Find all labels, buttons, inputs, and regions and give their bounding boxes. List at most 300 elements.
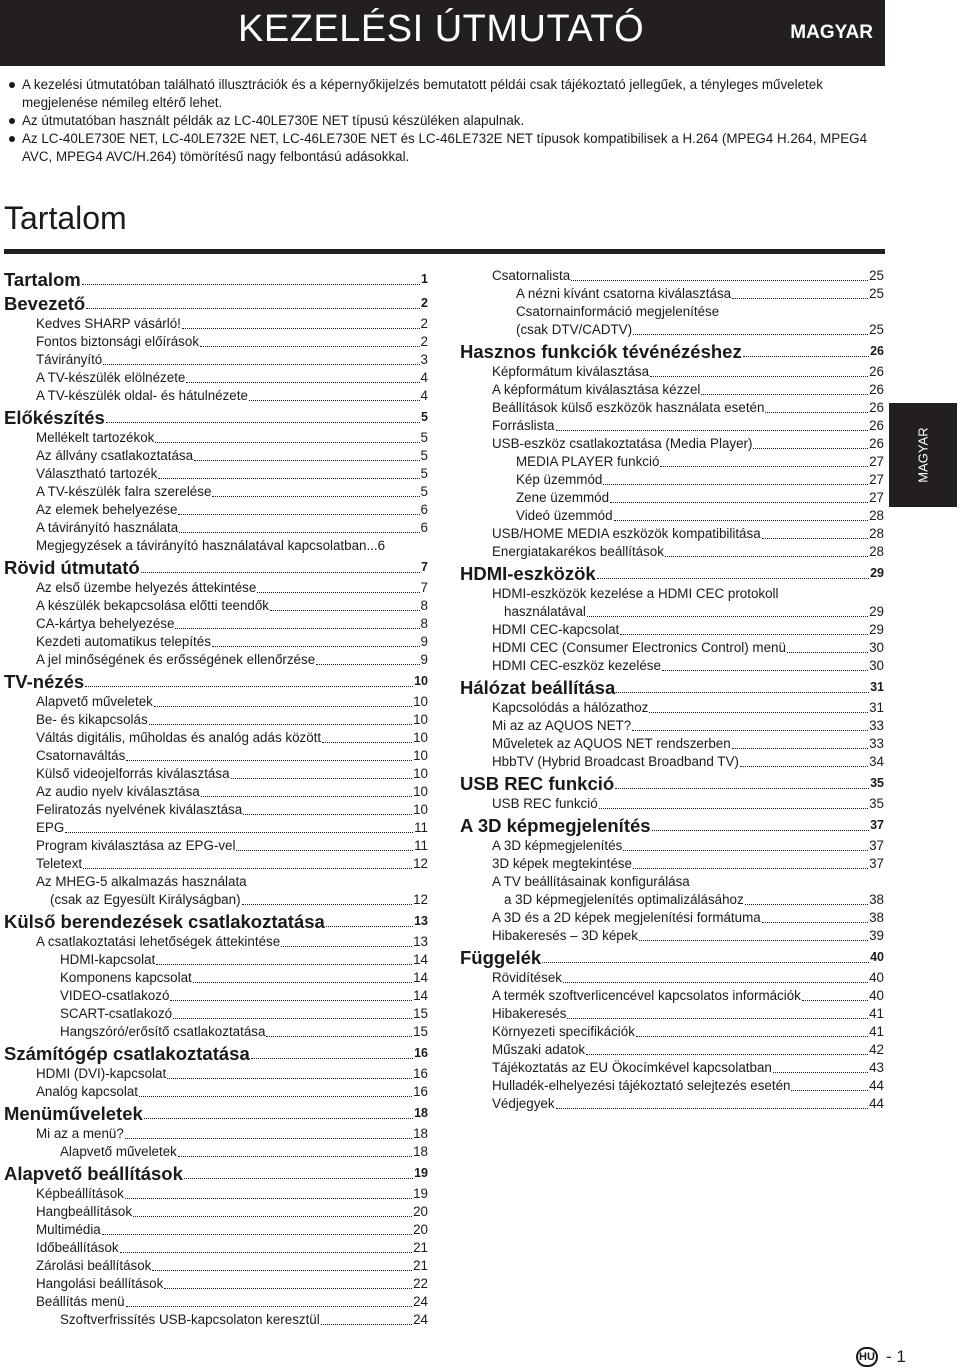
toc-entry-title: Hulladék-elhelyezési tájékoztató selejtezés esetén [492, 1078, 791, 1093]
toc-page-number: 10 [413, 748, 428, 763]
toc-leader-dots [83, 868, 412, 869]
toc-page-number: 25 [869, 286, 884, 301]
toc-entry [4, 1065, 428, 1083]
toc-entry-title: Műveletek az AQUOS NET rendszerben [492, 736, 731, 751]
toc-entry [460, 891, 884, 909]
toc-entry-title: Mi az az AQUOS NET? [492, 718, 632, 733]
toc-leader-dots [542, 962, 869, 963]
toc-page-number: 26 [870, 344, 884, 358]
toc-entry [4, 597, 428, 615]
toc-entry [460, 699, 884, 717]
toc-page-number: 7 [421, 560, 428, 574]
toc-entry [4, 537, 428, 555]
toc-page-number: 10 [413, 784, 428, 799]
toc-entry-title: A 3D és a 2D képek megjelenítési formátuma [492, 910, 761, 925]
toc-leader-dots [620, 634, 868, 635]
toc-page-number: 2 [420, 334, 428, 349]
toc-page-number: 15 [413, 1024, 428, 1039]
toc-leader-dots [103, 364, 419, 365]
toc-leader-dots [586, 1054, 868, 1055]
toc-leader-dots [753, 448, 868, 449]
toc-entry [4, 387, 428, 405]
toc-entry-title: (csak DTV/CADTV) [516, 322, 633, 337]
toc-entry-title: Hangbeállítások [36, 1204, 133, 1219]
toc-section-entry [4, 1162, 428, 1185]
toc-page-number: 11 [414, 820, 428, 835]
toc-entry-title: Az audio nyelv kiválasztása [36, 784, 200, 799]
toc-leader-dots [182, 328, 420, 329]
toc-leader-dots [732, 748, 868, 749]
toc-entry-title: HDMI (DVI)-kapcsolat [36, 1066, 167, 1081]
toc-entry-title: Védjegyek [492, 1096, 555, 1111]
toc-entry-title: USB/HOME MEDIA eszközök kompatibilitása [492, 526, 761, 541]
toc-entry [4, 711, 428, 729]
toc-leader-dots [170, 1000, 412, 1001]
toc-entry [460, 873, 884, 891]
side-tab-label: MAGYAR [915, 427, 931, 483]
toc-leader-dots [614, 520, 869, 521]
toc-entry [460, 399, 884, 417]
toc-page-number: 26 [869, 418, 884, 433]
toc-entry-title: Kapcsolódás a hálózathoz [492, 700, 649, 715]
toc-page-number: 18 [413, 1144, 428, 1159]
toc-entry-title: HDMI-kapcsolat [60, 952, 156, 967]
toc-entry [460, 969, 884, 987]
toc-entry-title: A nézni kívánt csatorna kiválasztása [516, 286, 732, 301]
toc-entry-title: Hálózat beállítása [460, 677, 616, 698]
toc-entry-title: A távirányító használata [36, 520, 179, 535]
toc-entry [460, 507, 884, 525]
toc-section-entry [460, 676, 884, 699]
toc-section-entry [460, 772, 884, 795]
toc-leader-dots [251, 1058, 413, 1059]
language-label: MAGYAR [790, 22, 873, 43]
toc-entry-title: Teletext [36, 856, 83, 871]
toc-entry-title: USB REC funkció [492, 796, 598, 811]
toc-leader-dots [125, 1198, 412, 1199]
toc-entry [460, 909, 884, 927]
toc-page-number: 29 [870, 566, 884, 580]
toc-leader-dots [212, 646, 420, 647]
toc-page-number: 4 [420, 370, 428, 385]
toc-leader-dots [636, 1036, 868, 1037]
toc-leader-dots [175, 628, 419, 629]
toc-entry [460, 381, 884, 399]
toc-entry [4, 1083, 428, 1101]
toc-leader-dots [599, 808, 868, 809]
toc-entry-title: Zárolási beállítások [36, 1258, 152, 1273]
toc-page-number: 35 [869, 796, 884, 811]
toc-page-number: 10 [413, 766, 428, 781]
toc-page-number: 41 [869, 1006, 884, 1021]
toc-entry [4, 1293, 428, 1311]
toc-leader-dots [632, 730, 868, 731]
toc-leader-dots [85, 686, 413, 687]
toc-entry-title: Rövid útmutató [4, 557, 140, 578]
toc-entry [4, 747, 428, 765]
toc-entry-title: MEDIA PLAYER funkció [516, 454, 660, 469]
toc-entry-title: Választható tartozék [36, 466, 158, 481]
toc-entry [4, 465, 428, 483]
toc-entry [4, 729, 428, 747]
toc-entry [460, 471, 884, 489]
toc-entry [4, 693, 428, 711]
toc-page-number: 25 [869, 322, 884, 337]
toc-entry-title: Alapvető műveletek [36, 694, 153, 709]
toc-entry-title: Csatornaváltás [36, 748, 126, 763]
toc-entry [460, 657, 884, 675]
toc-leader-dots [106, 422, 420, 423]
toc-entry-title: HDMI CEC-eszköz kezelése [492, 658, 661, 673]
toc-entry-title: használatával [504, 604, 586, 619]
toc-entry [4, 633, 428, 651]
toc-entry-title: A képformátum kiválasztása kézzel [492, 382, 701, 397]
toc-entry-title: Megjegyzések a távirányító használatával kapcsolatban...6 [36, 538, 386, 553]
toc-leader-dots [86, 308, 420, 309]
toc-entry-title: Mellékelt tartozékok [36, 430, 155, 445]
toc-leader-dots [791, 1090, 868, 1091]
toc-entry-title: Előkészítés [4, 407, 105, 428]
toc-entry-title: Számítógép csatlakoztatása [4, 1043, 250, 1064]
toc-entry-title: Menüműveletek [4, 1103, 143, 1124]
toc-page-number: 26 [869, 382, 884, 397]
toc-page-number: 1 [421, 272, 428, 286]
toc-leader-dots [178, 514, 419, 515]
toc-column-right [460, 267, 884, 1113]
manual-title: KEZELÉSI ÚTMUTATÓ [238, 8, 645, 50]
toc-entry-title: Váltás digitális, műholdas és analóg adás között [36, 730, 322, 745]
toc-entry-title: Környezeti specifikációk [492, 1024, 635, 1039]
toc-entry [4, 519, 428, 537]
toc-entry [4, 1185, 428, 1203]
toc-entry [4, 1275, 428, 1293]
toc-entry-title: Függelék [460, 947, 542, 968]
toc-entry [4, 429, 428, 447]
toc-entry-title: Az elemek behelyezése [36, 502, 178, 517]
toc-leader-dots [158, 478, 419, 479]
toc-page-number: 19 [413, 1186, 428, 1201]
toc-page-number: 8 [420, 598, 428, 613]
toc-entry [4, 837, 428, 855]
toc-entry [460, 735, 884, 753]
intro-notes [8, 76, 888, 166]
toc-page-number: 26 [869, 400, 884, 415]
toc-entry [4, 1143, 428, 1161]
toc-entry [460, 717, 884, 735]
toc-entry-title: Hasznos funkciók tévénézéshez [460, 341, 742, 362]
toc-leader-dots [194, 460, 420, 461]
toc-entry [460, 603, 884, 621]
toc-page-number: 43 [869, 1060, 884, 1075]
toc-page-number: 40 [869, 970, 884, 985]
toc-leader-dots [155, 442, 419, 443]
toc-entry [460, 363, 884, 381]
toc-page-number: 9 [420, 634, 428, 649]
toc-page-number: 24 [413, 1312, 428, 1327]
toc-section-entry [4, 670, 428, 693]
toc-leader-dots [257, 592, 419, 593]
toc-page-number: 29 [869, 622, 884, 637]
toc-entry-title: A TV-készülék falra szerelése [36, 484, 212, 499]
toc-leader-dots [141, 572, 420, 573]
toc-entry [460, 1041, 884, 1059]
toc-entry [4, 1311, 428, 1329]
toc-entry-title: A jel minőségének és erősségének ellenőrzése [36, 652, 316, 667]
toc-entry [460, 417, 884, 435]
toc-entry [460, 435, 884, 453]
toc-leader-dots [184, 1178, 413, 1179]
toc-entry-title: Energiatakarékos beállítások [492, 544, 664, 559]
toc-entry-title: Fontos biztonsági előírások [36, 334, 200, 349]
toc-leader-dots [243, 814, 412, 815]
toc-leader-dots [139, 1096, 412, 1097]
toc-leader-dots [567, 1018, 868, 1019]
toc-page-number: 5 [420, 466, 428, 481]
toc-leader-dots [144, 1118, 413, 1119]
toc-leader-dots [633, 334, 868, 335]
toc-leader-dots [616, 692, 869, 693]
toc-page-number: 20 [413, 1222, 428, 1237]
toc-page-number: 33 [869, 736, 884, 751]
toc-page-number: 6 [420, 502, 428, 517]
toc-entry-title: Műszaki adatok [492, 1042, 586, 1057]
toc-leader-dots [745, 904, 868, 905]
toc-leader-dots [556, 430, 869, 431]
toc-entry-title: Időbeállítások [36, 1240, 119, 1255]
toc-entry [4, 765, 428, 783]
toc-entry [4, 483, 428, 501]
toc-entry [4, 333, 428, 351]
toc-entry-title: Képformátum kiválasztása [492, 364, 650, 379]
toc-entry [460, 753, 884, 771]
toc-leader-dots [212, 496, 419, 497]
toc-page-number: 13 [414, 914, 428, 928]
toc-page-number: 12 [413, 892, 428, 907]
toc-entry-title: A 3D képmegjelenítés [460, 815, 651, 836]
toc-page-number: 10 [413, 712, 428, 727]
toc-entry [460, 1023, 884, 1041]
toc-entry [4, 351, 428, 369]
toc-entry [4, 987, 428, 1005]
toc-entry [460, 1059, 884, 1077]
toc-section-entry [4, 910, 428, 933]
intro-note: Az LC-40LE730E NET, LC-40LE732E NET, LC-46LE730E NET és LC-46LE732E NET típusok kompatibilisek a H.264 (MPEG4 H.264, MPEG4 AVC, MPEG4 AVC/H.264) tömörítésű nagy felbontású adásokkal. [8, 130, 888, 166]
toc-leader-dots [102, 1234, 412, 1235]
toc-leader-dots [662, 670, 868, 671]
toc-page-number: 11 [414, 838, 428, 853]
toc-entry-title: Bevezető [4, 293, 86, 314]
toc-leader-dots [743, 356, 869, 357]
toc-page-number: 10 [413, 694, 428, 709]
toc-section-entry [460, 946, 884, 969]
toc-entry-title: A csatlakoztatási lehetőségek áttekintése [36, 934, 281, 949]
toc-leader-dots [173, 1018, 412, 1019]
toc-page-number: 14 [413, 970, 428, 985]
toc-page-number: 2 [420, 316, 428, 331]
toc-leader-dots [649, 712, 868, 713]
toc-entry-title: Komponens kapcsolat [60, 970, 192, 985]
toc-entry-title: CA-kártya behelyezése [36, 616, 175, 631]
toc-page-number: 26 [869, 436, 884, 451]
toc-leader-dots [787, 652, 868, 653]
toc-entry-title: Feliratozás nyelvének kiválasztása [36, 802, 243, 817]
toc-entry [460, 321, 884, 339]
toc-entry-title: TV-nézés [4, 671, 85, 692]
toc-entry-title: Hibakeresés [492, 1006, 567, 1021]
toc-leader-dots [321, 1324, 412, 1325]
toc-leader-dots [322, 742, 412, 743]
toc-leader-dots [773, 1072, 868, 1073]
toc-page-number: 16 [413, 1084, 428, 1099]
toc-page-number: 9 [420, 652, 428, 667]
toc-entry-title: Az MHEG-5 alkalmazás használata [36, 874, 247, 889]
toc-entry [460, 285, 884, 303]
toc-section-entry [4, 556, 428, 579]
toc-entry [4, 369, 428, 387]
toc-page-number: 13 [413, 934, 428, 949]
toc-leader-dots [556, 1108, 869, 1109]
toc-entry-title: Be- és kikapcsolás [36, 712, 148, 727]
toc-leader-dots [200, 346, 420, 347]
toc-leader-dots [563, 982, 868, 983]
toc-leader-dots [201, 796, 412, 797]
toc-page-number: 37 [869, 838, 884, 853]
toc-entry [4, 933, 428, 951]
toc-entry-title: Zene üzemmód [516, 490, 610, 505]
toc-column-left [4, 267, 428, 1329]
toc-page-number: 12 [413, 856, 428, 871]
toc-section-entry [4, 1042, 428, 1065]
toc-entry-title: USB-eszköz csatlakoztatása (Media Player) [492, 436, 753, 451]
toc-leader-dots [179, 532, 419, 533]
toc-entry-title: EPG [36, 820, 65, 835]
toc-entry [4, 1239, 428, 1257]
toc-section-entry [4, 268, 428, 291]
toc-leader-dots [65, 832, 413, 833]
toc-entry [4, 969, 428, 987]
toc-entry [4, 615, 428, 633]
toc-page-number: 26 [869, 364, 884, 379]
toc-section-entry [4, 292, 428, 315]
toc-page-number: 5 [421, 410, 428, 424]
toc-leader-dots [610, 502, 868, 503]
toc-page-number: 14 [413, 952, 428, 967]
toc-entry-title: HDMI-eszközök kezelése a HDMI CEC protokoll [492, 586, 779, 601]
toc-page-number: 21 [413, 1258, 428, 1273]
toc-page-number: 24 [413, 1294, 428, 1309]
toc-page-number: 20 [413, 1204, 428, 1219]
toc-entry-title: (csak az Egyesült Királyságban) [50, 892, 241, 907]
toc-page-number: 5 [420, 484, 428, 499]
toc-entry-title: Az első üzembe helyezés áttekintése [36, 580, 257, 595]
toc-page-number: 3 [420, 352, 428, 367]
toc-page-number: 14 [413, 988, 428, 1003]
toc-page-number: 27 [869, 454, 884, 469]
toc-leader-dots [266, 1036, 412, 1037]
toc-entry [4, 651, 428, 669]
toc-section-entry [4, 406, 428, 429]
toc-leader-dots [762, 922, 868, 923]
toc-entry-title: Mi az a menü? [36, 1126, 124, 1141]
toc-entry-title: A TV-készülék oldal- és hátulnézete [36, 388, 248, 403]
toc-leader-dots [316, 664, 419, 665]
toc-entry-title: HDMI CEC-kapcsolat [492, 622, 620, 637]
toc-page-number: 18 [413, 1126, 428, 1141]
toc-leader-dots [133, 1216, 412, 1217]
toc-entry-title: A 3D képmegjelenítés [492, 838, 623, 853]
toc-section-entry [4, 1102, 428, 1125]
toc-page-number: 37 [869, 856, 884, 871]
toc-leader-dots [231, 778, 413, 779]
toc-leader-dots [802, 1000, 868, 1001]
toc-page-number: 21 [413, 1240, 428, 1255]
toc-page-number: 31 [870, 680, 884, 694]
toc-page-number: 40 [869, 988, 884, 1003]
toc-leader-dots [152, 1270, 412, 1271]
toc-page-number: 5 [420, 448, 428, 463]
toc-page-number: 31 [869, 700, 884, 715]
toc-leader-dots [186, 382, 419, 383]
toc-entry [4, 873, 428, 891]
toc-entry-title: Videó üzemmód [516, 508, 613, 523]
toc-leader-dots [82, 284, 420, 285]
toc-page-number: 28 [869, 544, 884, 559]
toc-entry [4, 447, 428, 465]
toc-leader-dots [665, 556, 868, 557]
toc-entry-title: Kép üzemmód [516, 472, 603, 487]
toc-entry-title: Az állvány csatlakoztatása [36, 448, 194, 463]
toc-page-number: 4 [420, 388, 428, 403]
toc-entry-title: A TV-készülék elölnézete [36, 370, 186, 385]
language-side-tab [889, 403, 957, 507]
toc-section-entry [460, 562, 884, 585]
toc-entry [460, 1005, 884, 1023]
heading-rule [4, 249, 885, 254]
toc-entry-title: Kezdeti automatikus telepítés [36, 634, 211, 649]
toc-page-number: 16 [414, 1046, 428, 1060]
toc-leader-dots [249, 400, 420, 401]
toc-entry-title: Külső berendezések csatlakoztatása [4, 911, 325, 932]
toc-page-number: 37 [870, 818, 884, 832]
toc-section-entry [460, 340, 884, 363]
toc-leader-dots [126, 760, 412, 761]
toc-leader-dots [236, 850, 413, 851]
toc-page-number: 15 [413, 1006, 428, 1021]
toc-leader-dots [587, 616, 868, 617]
toc-page-number: 40 [870, 950, 884, 964]
toc-page-number: 19 [414, 1166, 428, 1180]
toc-leader-dots [633, 868, 868, 869]
toc-section-entry [460, 814, 884, 837]
toc-leader-dots [765, 412, 868, 413]
page-footer [856, 1344, 906, 1370]
toc-page-number: 38 [869, 892, 884, 907]
toc-entry [460, 453, 884, 471]
toc-leader-dots [732, 298, 868, 299]
toc-entry [4, 1257, 428, 1275]
toc-page-number: 35 [870, 776, 884, 790]
toc-entry-title: Képbeállítások [36, 1186, 124, 1201]
toc-entry [460, 303, 884, 321]
toc-entry-title: Rövidítések [492, 970, 562, 985]
toc-leader-dots [154, 706, 412, 707]
toc-entry [4, 819, 428, 837]
toc-page-number: 38 [869, 910, 884, 925]
toc-entry [4, 1125, 428, 1143]
toc-page-number: 44 [869, 1078, 884, 1093]
toc-heading: Tartalom [4, 200, 127, 236]
toc-leader-dots [326, 926, 413, 927]
